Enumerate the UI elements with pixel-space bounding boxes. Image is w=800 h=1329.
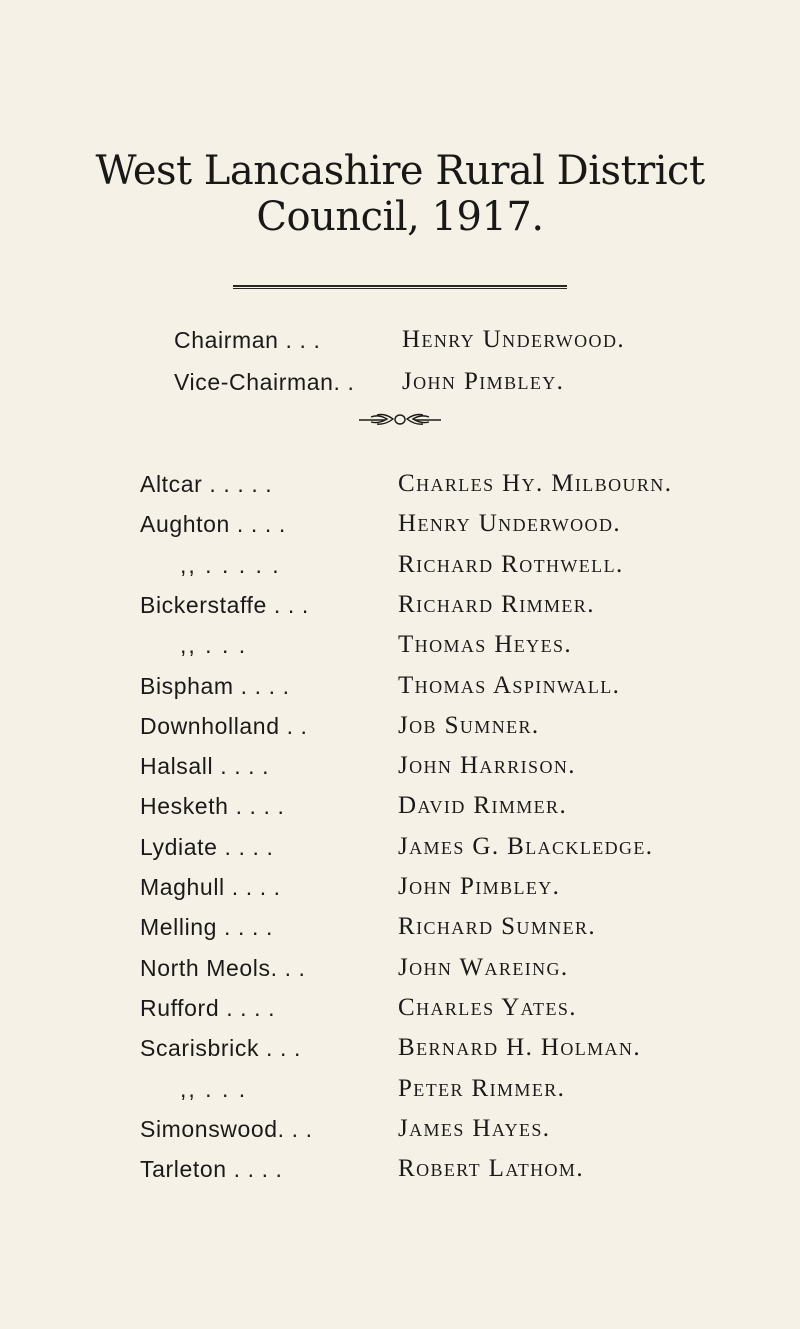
member-name: Thomas Heyes. xyxy=(398,631,573,659)
title-divider xyxy=(233,285,567,289)
member-name: Henry Underwood. xyxy=(398,510,622,538)
officer-role: Chairman . . . xyxy=(174,327,321,353)
member-area: ,, . . . xyxy=(180,1075,248,1102)
officer-role: Vice-Chairman. . xyxy=(174,369,355,395)
member-row xyxy=(140,787,760,825)
member-name: Richard Sumner. xyxy=(398,913,597,941)
member-name: James Hayes. xyxy=(398,1114,551,1142)
officer-row-chairman xyxy=(174,321,734,359)
member-area: Bispham . . . . xyxy=(140,672,290,699)
member-row xyxy=(140,626,760,664)
decorative-ornament-icon xyxy=(357,411,443,427)
member-name: Charles Hy. Milbourn. xyxy=(398,470,673,497)
officer-row-vice-chairman xyxy=(174,363,734,401)
member-row xyxy=(140,949,760,987)
member-name: Thomas Aspinwall. xyxy=(398,671,621,699)
officer-name: Henry Underwood. xyxy=(402,326,626,353)
member-area: Simonswood. . . xyxy=(140,1115,313,1142)
member-area: Tarleton . . . . xyxy=(140,1156,283,1183)
member-row xyxy=(140,586,760,624)
member-row xyxy=(140,707,760,745)
member-area: Downholland . . xyxy=(140,712,308,739)
page-title-line-1: West Lancashire Rural District xyxy=(95,148,705,194)
member-row xyxy=(140,989,760,1027)
member-area: Maghull . . . . xyxy=(140,874,281,900)
member-name: John Wareing. xyxy=(398,953,569,981)
member-row xyxy=(140,868,760,906)
page-title-line-2: Council, 1917. xyxy=(256,194,544,240)
member-name: Robert Lathom. xyxy=(398,1155,584,1183)
member-name: James G. Blackledge. xyxy=(398,832,654,860)
member-name: Richard Rimmer. xyxy=(398,590,595,618)
member-name: Bernard H. Holman. xyxy=(398,1034,641,1062)
member-name: Richard Rothwell. xyxy=(398,550,624,578)
member-area: North Meols. . . xyxy=(140,954,306,981)
member-row xyxy=(140,1029,760,1067)
member-row xyxy=(140,908,760,946)
member-name: Peter Rimmer. xyxy=(398,1074,566,1102)
member-row xyxy=(140,1150,760,1188)
member-row xyxy=(140,505,760,543)
member-area: ,, . . . xyxy=(180,632,248,659)
member-row xyxy=(140,1070,760,1108)
member-area: Rufford . . . . xyxy=(140,994,276,1021)
member-area: Lydiate . . . . xyxy=(140,833,274,860)
officer-name: John Pimbley. xyxy=(402,368,565,395)
member-row xyxy=(140,465,760,503)
member-row xyxy=(140,747,760,785)
member-name: David Rimmer. xyxy=(398,792,568,820)
member-row xyxy=(140,1110,760,1148)
member-area: Melling . . . . xyxy=(140,914,273,941)
member-name: Job Sumner. xyxy=(398,711,540,739)
member-row xyxy=(140,828,760,866)
member-name: John Harrison. xyxy=(398,752,576,780)
member-name: John Pimbley. xyxy=(398,873,561,900)
member-area: Bickerstaffe . . . xyxy=(140,591,309,618)
member-row xyxy=(140,546,760,584)
member-area: Aughton . . . . xyxy=(140,511,286,538)
member-area: Altcar . . . . . xyxy=(140,471,273,497)
member-area: Scarisbrick . . . xyxy=(140,1035,302,1062)
member-area: Halsall . . . . xyxy=(140,753,270,780)
member-area: Hesketh . . . . xyxy=(140,793,285,820)
member-area: ,, . . . . . xyxy=(180,551,281,578)
member-row xyxy=(140,667,760,705)
member-name: Charles Yates. xyxy=(398,993,577,1021)
